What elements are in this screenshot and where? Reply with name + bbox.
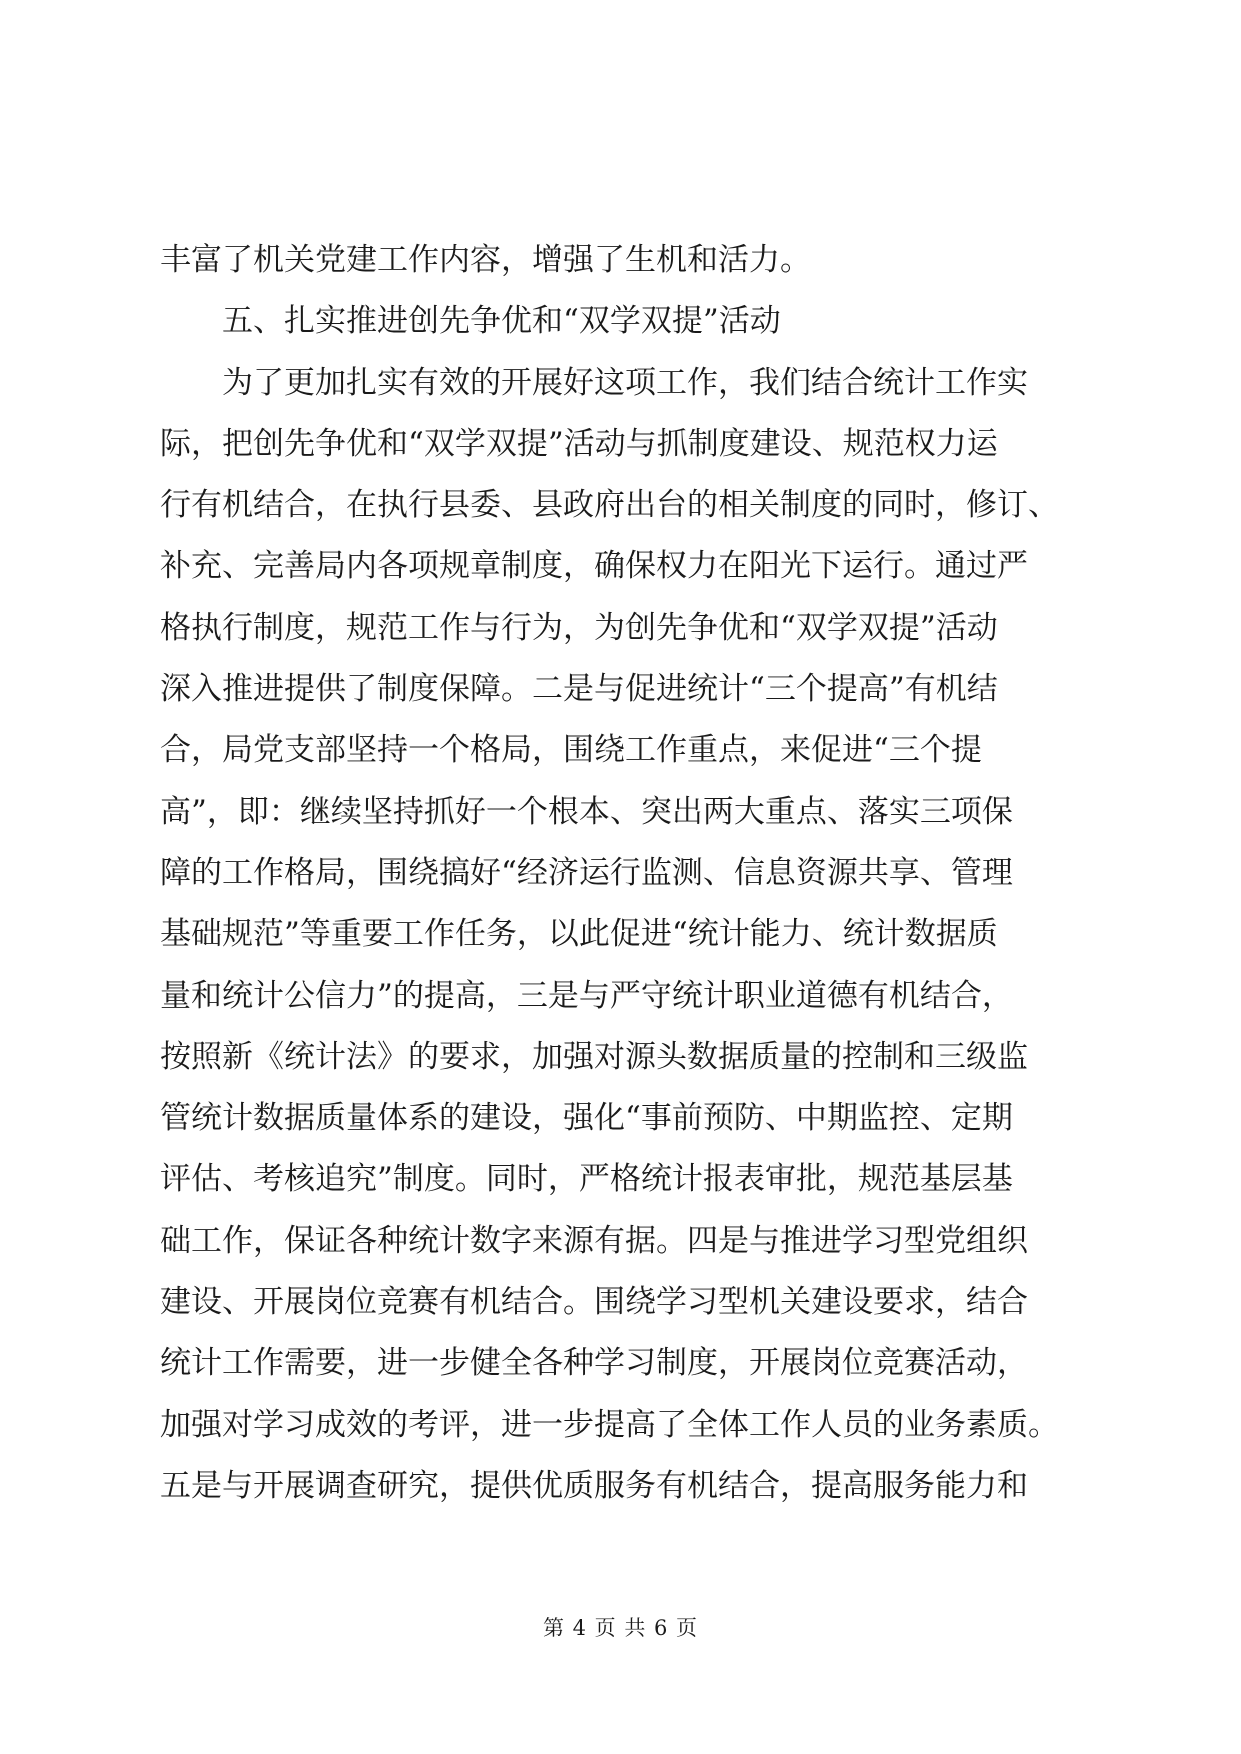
- text-line: 深入推进提供了制度保障。二是与促进统计“三个提高”有机结: [160, 671, 998, 708]
- text-line: 高”，即：继续坚持抓好一个根本、突出两大重点、落实三项保: [160, 793, 1013, 830]
- text-line: 障的工作格局，围绕搞好“经济运行监测、信息资源共享、管理: [160, 854, 1013, 891]
- text-line: 加强对学习成效的考评，进一步提高了全体工作人员的业务素质。: [160, 1406, 1059, 1443]
- text-line: 行有机结合，在执行县委、县政府出台的相关制度的同时，修订、: [160, 487, 1059, 524]
- page-number-footer: 第 4 页 共 6 页: [542, 1616, 699, 1640]
- text-line: 统计工作需要，进一步健全各种学习制度，开展岗位竞赛活动，: [160, 1345, 1028, 1382]
- section-heading: 五、扎实推进创先争优和“双学双提”活动: [222, 303, 781, 340]
- text-line: 础工作，保证各种统计数字来源有据。四是与推进学习型党组织: [160, 1222, 1028, 1259]
- text-line: 补充、完善局内各项规章制度，确保权力在阳光下运行。通过严: [160, 548, 1028, 585]
- text-line: 按照新《统计法》的要求，加强对源头数据质量的控制和三级监: [160, 1038, 1028, 1075]
- text-line: 丰富了机关党建工作内容，增强了生机和活力。: [160, 242, 811, 278]
- text-line: 格执行制度，规范工作与行为，为创先争优和“双学双提”活动: [160, 609, 998, 646]
- text-line: 管统计数据质量体系的建设，强化“事前预防、中期监控、定期: [160, 1100, 1013, 1137]
- text-line: 评估、考核追究”制度。同时，严格统计报表审批，规范基层基: [160, 1161, 1013, 1198]
- text-line: 基础规范”等重要工作任务，以此促进“统计能力、统计数据质: [160, 916, 998, 953]
- text-line: 量和统计公信力”的提高，三是与严守统计职业道德有机结合，: [160, 977, 1013, 1014]
- text-line: 五是与开展调查研究，提供优质服务有机结合，提高服务能力和: [160, 1467, 1028, 1504]
- body-text: [160, 230, 1085, 1517]
- text-line: 际，把创先争优和“双学双提”活动与抓制度建设、规范权力运: [160, 425, 998, 462]
- paragraph-first-line: 为了更加扎实有效的开展好这项工作，我们结合统计工作实: [222, 364, 1028, 401]
- text-line: 建设、开展岗位竞赛有机结合。围绕学习型机关建设要求，结合: [160, 1284, 1028, 1321]
- text-line: 合，局党支部坚持一个格局，围绕工作重点，来促进“三个提: [160, 732, 982, 769]
